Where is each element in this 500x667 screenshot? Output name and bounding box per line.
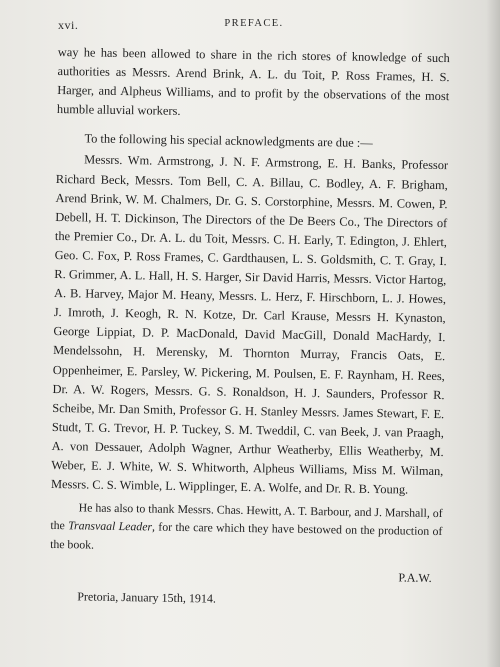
thanks-text-start: He has also to thank Messrs. Chas. Hewitt, A. T. Barbour, and J. Marshall, of the: [50, 500, 443, 533]
thanks-paragraph: [50, 498, 443, 559]
thanks-text-end: , for the care which they have bestowed on the production of the book.: [50, 519, 443, 552]
acknowledgments-heading: To the following his special acknowledgments are due :—: [84, 131, 373, 151]
page-header: [58, 18, 450, 34]
page-body: [50, 43, 450, 606]
page-number: xvi.: [58, 18, 79, 32]
place-and-date: Pretoria, January 15th, 1914.: [77, 589, 217, 606]
running-head: PREFACE.: [224, 18, 284, 29]
author-initials: P.A.W.: [398, 570, 432, 585]
acknowledgments-list: Messrs. Wm. Armstrong, J. N. F. Armstrong, E. H. Banks, Professor Richard Beck, Messrs. Tom Bell, C. A. Billau, C. Bodley, A. F. Brigham, Arend Brink, W. M. Chalmers, Dr. G. S. Corstorphine, Messrs. M. Cowen, P. Debell, H. T. Dickinson, The Directors of the De Beers Co., The Directors of the Premier Co., Dr. A. L. du Toit, Messrs. C. H. Early, T. Edington, J. Ehlert, Geo. C. Fox, P. Ross Frames, C. Gardthausen, L. S. Goldsmith, C. T. Gray, I. R. Grimmer, A. L. Hall, H. S. Harger, Sir David Harris, Messrs. Victor Hartog, A. B. Harvey, Major M. Heany, Messrs. L. Herz, F. Hirschborn, L. J. Howes, J. Imroth, J. Keogh, R. N. Kotze, Dr. Carl Krause, Messrs H. Kynaston, George Lippiat, D. P. MacDonald, David MacGill, Donald MacHardy, I. Mendelssohn, H. Merensky, M. Thornton Murray, Francis Oats, E. Oppenheimer, E. Parsley, W. Pickering, M. Poulsen, E. F. Raynham, H. Rees, Dr. A. W. Rogers, Messrs. G. S. Ronaldson, H. J. Saunders, Professor R. Scheibe, Mr. Dan Smith, Professor G. H. Stanley Messrs. James Stewart, F. E. Studt, T. G. Trevor, H. P. Tuckey, S. M. Tweddil, C. van Beek, J. van Praagh, A. von Dessauer, Adolph Wagner, Arthur Weatherby, Ellis Weatherby, M. Weber, E. J. White, W. S. Whitworth, Alpheus Williams, Miss M. Wilman, Messrs. C. S. Wimble, L. Wipplinger, E. A. Wolfe, and Dr. R. B. Young.: [50, 152, 449, 497]
signature-block: [50, 563, 442, 606]
newspaper-title: Transvaal Leader: [68, 518, 153, 534]
intro-paragraph: way he has been allowed to share in the rich stores of knowledge of such authorities as Messrs. Arend Brink, A. L. du Toit, P. Ross Frames, H. S. Harger, and Alpheus Williams, and to profit by the observations of the most humble alluvial workers.: [56, 44, 450, 119]
page-edge-shadow: [486, 0, 500, 667]
